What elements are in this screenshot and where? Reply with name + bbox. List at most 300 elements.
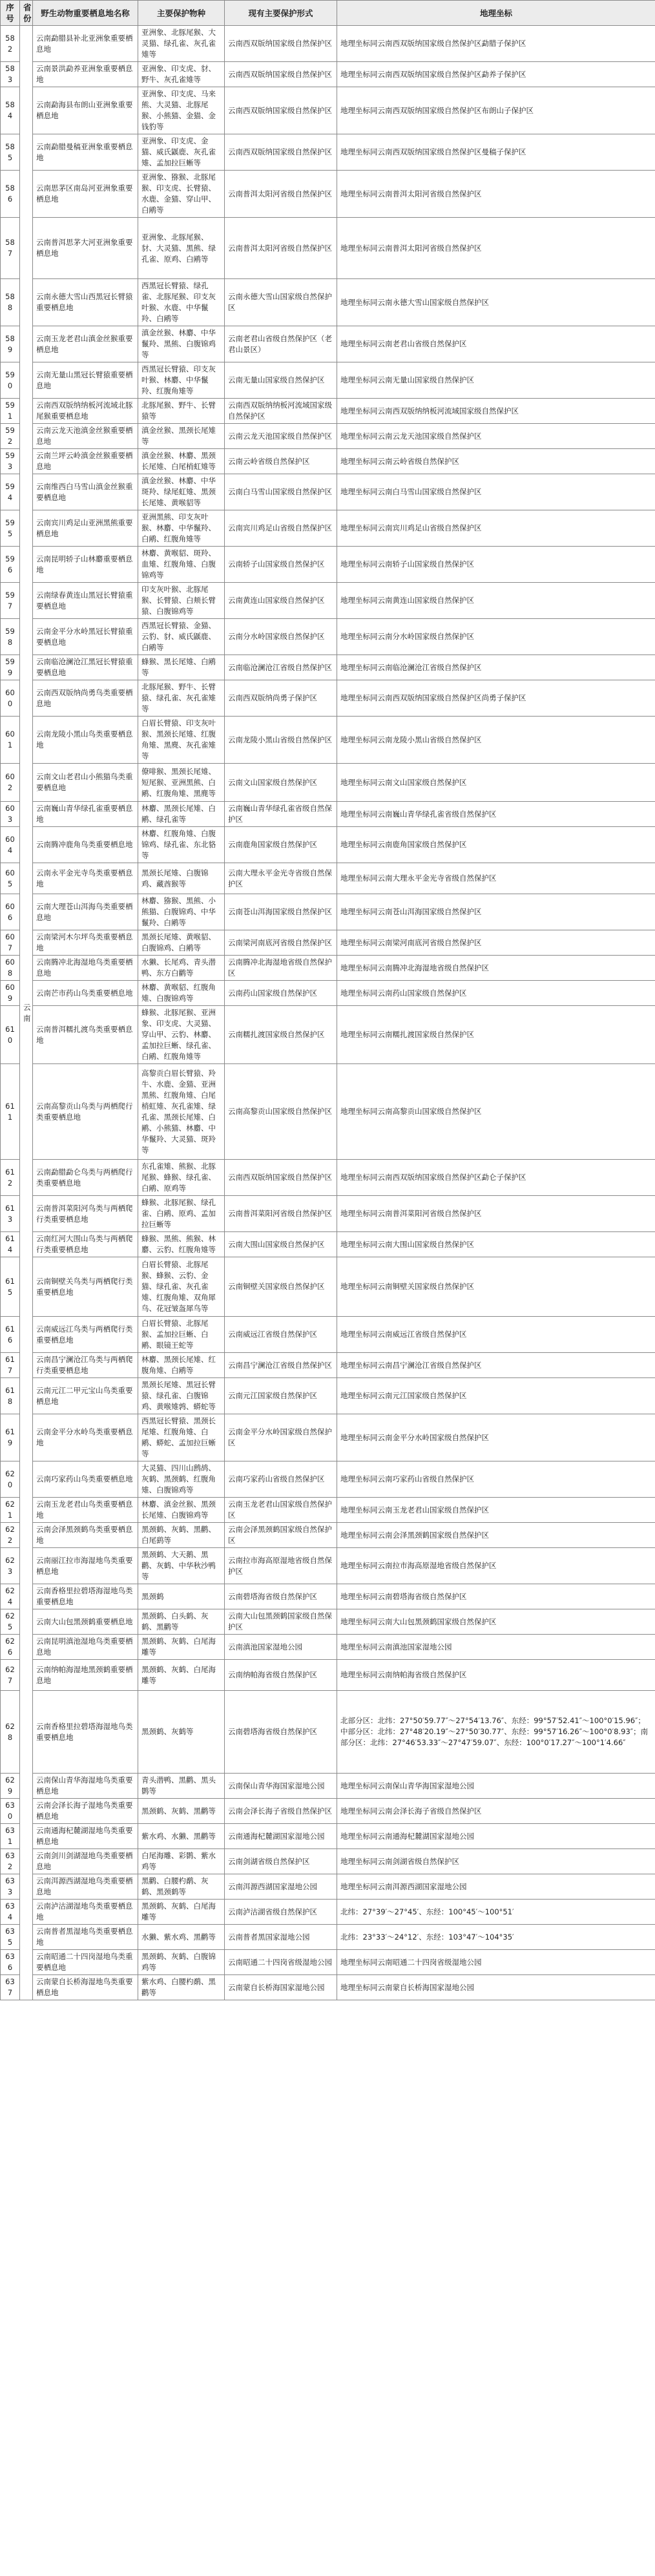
protection-form: 云南苍山洱海国家级自然保护区 bbox=[225, 894, 337, 930]
coordinates: 北纬：27°39′～27°45′、东经：100°45′～100°51′ bbox=[337, 1900, 655, 1925]
habitat-name: 云南昌宁澜沧江鸟类与两栖爬行类重要栖息地 bbox=[33, 1353, 138, 1378]
coordinates: 地理坐标同云南元江国家级自然保护区 bbox=[337, 1378, 655, 1414]
protection-form: 云南巧家药山省级自然保护区 bbox=[225, 1461, 337, 1498]
row-index: 636 bbox=[1, 1950, 20, 1975]
habitat-name: 云南威远江鸟类与两栖爬行类重要栖息地 bbox=[33, 1317, 138, 1353]
protection-form: 云南拉市海高原湿地省级自然保护区 bbox=[225, 1548, 337, 1584]
table-row bbox=[1, 26, 655, 62]
table-row bbox=[1, 1006, 655, 1064]
protection-form: 云南永德大雪山国家级自然保护区 bbox=[225, 279, 337, 326]
table-row bbox=[1, 474, 655, 510]
row-index: 595 bbox=[1, 510, 20, 547]
table-row bbox=[1, 1900, 655, 1925]
protection-form: 云南纳帕海省级自然保护区 bbox=[225, 1660, 337, 1691]
protected-species: 紫水鸡、白腰杓鹬、黑鹳等 bbox=[138, 1975, 225, 2000]
protection-form: 云南洱源西湖国家湿地公园 bbox=[225, 1874, 337, 1900]
table-row bbox=[1, 1950, 655, 1975]
table-row bbox=[1, 1414, 655, 1461]
coordinates: 地理坐标同云南拉市海高原湿地省级自然保护区 bbox=[337, 1548, 655, 1584]
row-index: 609 bbox=[1, 981, 20, 1006]
table-row bbox=[1, 827, 655, 863]
protected-species: 亚洲象、猕猴、北豚尾猴、印支虎、长臂猿、水鹿、金猫、穿山甲、白鹇等 bbox=[138, 171, 225, 218]
habitat-name: 云南景洪勐养亚洲象重要栖息地 bbox=[33, 62, 138, 87]
habitat-name: 云南昆明滇池湿地鸟类重要栖息地 bbox=[33, 1635, 138, 1660]
protected-species: 黑颈鹤、灰鹤、黑鹳、白尾鹞等 bbox=[138, 1523, 225, 1548]
table-row bbox=[1, 1609, 655, 1635]
protection-form: 云南昌宁澜沧江省级自然保护区 bbox=[225, 1353, 337, 1378]
protected-species: 水獭、紫水鸡、黑鹳等 bbox=[138, 1925, 225, 1950]
protection-form: 云南西双版纳国家级自然保护区 bbox=[225, 26, 337, 62]
habitat-name: 云南会泽黑颈鹤鸟类重要栖息地 bbox=[33, 1523, 138, 1548]
row-index: 583 bbox=[1, 62, 20, 87]
row-index: 632 bbox=[1, 1849, 20, 1874]
row-index: 590 bbox=[1, 362, 20, 399]
habitat-name: 云南香格里拉碧塔海湿地鸟类重要栖息地 bbox=[33, 1584, 138, 1609]
protection-form: 云南无量山国家级自然保护区 bbox=[225, 362, 337, 399]
protection-form: 云南云龙天池国家级自然保护区 bbox=[225, 424, 337, 449]
protection-form: 云南西双版纳国家级自然保护区 bbox=[225, 62, 337, 87]
protected-species: 林麝、黄喉貂、红腹角雉、白腹锦鸡等 bbox=[138, 981, 225, 1006]
protection-form: 云南威远江省级自然保护区 bbox=[225, 1317, 337, 1353]
row-index: 625 bbox=[1, 1609, 20, 1635]
table-row bbox=[1, 547, 655, 583]
row-index: 624 bbox=[1, 1584, 20, 1609]
coordinates: 地理坐标同云南白马雪山国家级自然保护区 bbox=[337, 474, 655, 510]
habitat-name: 云南云龙天池滇金丝猴重要栖息地 bbox=[33, 424, 138, 449]
coordinates: 地理坐标同云南大围山国家级自然保护区 bbox=[337, 1232, 655, 1257]
protection-form: 云南昭通二十四岗省级湿地公园 bbox=[225, 1950, 337, 1975]
header-coordinates: 地理坐标 bbox=[337, 1, 655, 26]
row-index: 635 bbox=[1, 1925, 20, 1950]
habitat-name: 云南宾川鸡足山亚洲黑熊重要栖息地 bbox=[33, 510, 138, 547]
row-index: 600 bbox=[1, 680, 20, 717]
coordinates: 地理坐标同云南西双版纳国家级自然保护区勐腊子保护区 bbox=[337, 26, 655, 62]
protected-species: 白尾海雕、彩鹮、紫水鸡等 bbox=[138, 1849, 225, 1874]
protected-species: 林麝、黄喉貂、斑羚、血雉、红腹角雉、白腹锦鸡等 bbox=[138, 547, 225, 583]
coordinates: 地理坐标同云南普洱太阳河省级自然保护区 bbox=[337, 171, 655, 218]
protected-species: 林麝、猕猴、黑熊、小熊猫、白腹锦鸡、中华鬣羚、白鹇等 bbox=[138, 894, 225, 930]
table-row bbox=[1, 1064, 655, 1160]
protected-species: 僚啡猴、黑颈长尾雉、短尾猴、亚洲黑熊、白鹇、红腹角雉、黑麂等 bbox=[138, 764, 225, 802]
table-row bbox=[1, 680, 655, 717]
habitat-name: 云南元江二甲元宝山鸟类重要栖息地 bbox=[33, 1378, 138, 1414]
row-index: 621 bbox=[1, 1498, 20, 1523]
protection-form: 云南大山包黑颈鹤国家级自然保护区 bbox=[225, 1609, 337, 1635]
row-index: 605 bbox=[1, 863, 20, 894]
protection-form: 云南普洱太阳河省级自然保护区 bbox=[225, 218, 337, 279]
protection-form: 云南铜壁关国家级自然保护区 bbox=[225, 1257, 337, 1317]
protected-species: 黑颈鹤、灰鹤、白腹锦鸡等 bbox=[138, 1950, 225, 1975]
coordinates: 地理坐标同云南玉龙老君山国家级自然保护区 bbox=[337, 1498, 655, 1523]
table-row bbox=[1, 1196, 655, 1232]
protection-form: 云南腾冲北海湿地省级自然保护区 bbox=[225, 956, 337, 981]
protection-form: 云南龙陵小黑山省级自然保护区 bbox=[225, 717, 337, 764]
protected-species: 蜂猴、北豚尾猴、绿孔雀、白鹇、原鸡、孟加拉巨蜥等 bbox=[138, 1196, 225, 1232]
table-row bbox=[1, 1635, 655, 1660]
habitat-name: 云南勐海县布朗山亚洲象重要栖息地 bbox=[33, 87, 138, 134]
coordinates: 地理坐标同云南永德大雪山国家级自然保护区 bbox=[337, 279, 655, 326]
protection-form: 云南黄连山国家级自然保护区 bbox=[225, 583, 337, 619]
table-row bbox=[1, 930, 655, 956]
row-index: 623 bbox=[1, 1548, 20, 1584]
table-row bbox=[1, 1317, 655, 1353]
protected-species: 林麝、黑颈长尾雉、白鹇、绿孔雀等 bbox=[138, 802, 225, 827]
header-protected-species: 主要保护物种 bbox=[138, 1, 225, 26]
coordinates: 地理坐标同云南分水岭国家级自然保护区 bbox=[337, 619, 655, 655]
protected-species: 印支灰叶猴、北豚尾猴、长臂猿、白颊长臂猿、白腹锦鸡等 bbox=[138, 583, 225, 619]
protection-form: 云南碧塔海省级自然保护区 bbox=[225, 1584, 337, 1609]
coordinates: 地理坐标同云南洱源西湖国家湿地公园 bbox=[337, 1874, 655, 1900]
protection-form: 云南糯扎渡国家级自然保护区 bbox=[225, 1006, 337, 1064]
coordinates: 地理坐标同云南会泽长海子省级自然保护区 bbox=[337, 1799, 655, 1824]
coordinates: 地理坐标同云南梁河南底河省级自然保护区 bbox=[337, 930, 655, 956]
row-index: 617 bbox=[1, 1353, 20, 1378]
row-index: 593 bbox=[1, 449, 20, 474]
protection-form: 云南分水岭国家级自然保护区 bbox=[225, 619, 337, 655]
protection-form: 云南碧塔海省级自然保护区 bbox=[225, 1691, 337, 1774]
row-index: 584 bbox=[1, 87, 20, 134]
table-body bbox=[1, 26, 655, 2000]
protection-form: 云南高黎贡山国家级自然保护区 bbox=[225, 1064, 337, 1160]
coordinates: 地理坐标同云南高黎贡山国家级自然保护区 bbox=[337, 1064, 655, 1160]
table-row bbox=[1, 362, 655, 399]
coordinates: 地理坐标同云南老君山省级自然保护区 bbox=[337, 326, 655, 362]
row-index: 591 bbox=[1, 399, 20, 424]
protection-form: 云南通海杞麓湖国家湿地公园 bbox=[225, 1824, 337, 1849]
protection-form: 云南保山青华海国家湿地公园 bbox=[225, 1774, 337, 1799]
protection-form: 云南西双版纳尚勇子保护区 bbox=[225, 680, 337, 717]
table-row bbox=[1, 956, 655, 981]
protection-form: 云南普者黑国家湿地公园 bbox=[225, 1925, 337, 1950]
table-row bbox=[1, 1874, 655, 1900]
habitat-name: 云南保山青华海湿地鸟类重要栖息地 bbox=[33, 1774, 138, 1799]
coordinates: 地理坐标同云南通海杞麓湖国家湿地公园 bbox=[337, 1824, 655, 1849]
row-index: 601 bbox=[1, 717, 20, 764]
coordinates: 地理坐标同云南无量山国家级自然保护区 bbox=[337, 362, 655, 399]
habitat-name: 云南腾冲鹿角鸟类重要栖息地 bbox=[33, 827, 138, 863]
table-row bbox=[1, 1691, 655, 1774]
habitat-name: 云南西双版纳纳板河流域北豚尾猴重要栖息地 bbox=[33, 399, 138, 424]
header-province: 省份 bbox=[20, 1, 33, 26]
habitat-name: 云南昆明轿子山林麝重要栖息地 bbox=[33, 547, 138, 583]
coordinates: 地理坐标同云南大山包黑颈鹤国家级自然保护区 bbox=[337, 1609, 655, 1635]
table-row bbox=[1, 1799, 655, 1824]
row-index: 637 bbox=[1, 1975, 20, 2000]
protection-form: 云南老君山省级自然保护区（老君山景区） bbox=[225, 326, 337, 362]
table-row bbox=[1, 717, 655, 764]
protected-species: 滇金丝猴、黑颈长尾雉等 bbox=[138, 424, 225, 449]
protected-species: 白眉长臂猿、北豚尾猴、孟加拉巨蜥、白鹇、眼镜王蛇等 bbox=[138, 1317, 225, 1353]
row-index: 613 bbox=[1, 1196, 20, 1232]
row-index: 597 bbox=[1, 583, 20, 619]
protected-species: 滇金丝猴、林麝、黑颈长尾雉、白尾梢虹雉等 bbox=[138, 449, 225, 474]
coordinates: 地理坐标同云南昭通二十四岗省级湿地公园 bbox=[337, 1950, 655, 1975]
coordinates: 地理坐标同云南轿子山国家级自然保护区 bbox=[337, 547, 655, 583]
protected-species: 黑颈鹤、灰鹤等 bbox=[138, 1691, 225, 1774]
habitat-name: 云南纳帕海湿地黑颈鹤重要栖息地 bbox=[33, 1660, 138, 1691]
table-row bbox=[1, 1160, 655, 1196]
protection-form: 云南西双版纳国家级自然保护区 bbox=[225, 1160, 337, 1196]
row-index: 619 bbox=[1, 1414, 20, 1461]
coordinates: 地理坐标同云南云岭省级自然保护区 bbox=[337, 449, 655, 474]
coordinates: 地理坐标同云南大理永平金光寺省级自然保护区 bbox=[337, 863, 655, 894]
row-index: 629 bbox=[1, 1774, 20, 1799]
coordinates: 地理坐标同云南鹿角国家级自然保护区 bbox=[337, 827, 655, 863]
coordinates: 地理坐标同云南临沧澜沧江省级自然保护区 bbox=[337, 655, 655, 680]
protection-form: 云南西双版纳纳板河流域国家级自然保护区 bbox=[225, 399, 337, 424]
protection-form: 云南大理永平金光寺省级自然保护区 bbox=[225, 863, 337, 894]
habitat-name: 云南腾冲北海湿地鸟类重要栖息地 bbox=[33, 956, 138, 981]
coordinates: 地理坐标同云南纳帕海省级自然保护区 bbox=[337, 1660, 655, 1691]
habitat-name: 云南丽江拉市海湿地鸟类重要栖息地 bbox=[33, 1548, 138, 1584]
protected-species: 黑鹳、白腰杓鹬、灰鹤、黑颈鹤等 bbox=[138, 1874, 225, 1900]
protected-species: 黑颈长尾雉、白腹锦鸡、藏酋猴等 bbox=[138, 863, 225, 894]
row-index: 596 bbox=[1, 547, 20, 583]
coordinates: 地理坐标同云南龙陵小黑山省级自然保护区 bbox=[337, 717, 655, 764]
protection-form: 云南普洱太阳河省级自然保护区 bbox=[225, 171, 337, 218]
row-index: 608 bbox=[1, 956, 20, 981]
table-row bbox=[1, 1378, 655, 1414]
row-index: 616 bbox=[1, 1317, 20, 1353]
protected-species: 林麝、滇金丝猴、黑颈长尾雉、白腹锦鸡等 bbox=[138, 1498, 225, 1523]
habitat-name: 云南临沧澜沧江黑冠长臂猿重要栖息地 bbox=[33, 655, 138, 680]
habitat-name: 云南西双版纳尚勇鸟类重要栖息地 bbox=[33, 680, 138, 717]
coordinates: 地理坐标同云南文山国家级自然保护区 bbox=[337, 764, 655, 802]
table-row bbox=[1, 655, 655, 680]
protection-form: 云南云岭省级自然保护区 bbox=[225, 449, 337, 474]
row-index: 582 bbox=[1, 26, 20, 62]
protected-species: 青头潜鸭、黑鹳、黑头鹮等 bbox=[138, 1774, 225, 1799]
protected-species: 亚洲象、北豚尾猴、大灵猫、绿孔雀、灰孔雀雉等 bbox=[138, 26, 225, 62]
habitat-name: 云南维西白马雪山滇金丝猴重要栖息地 bbox=[33, 474, 138, 510]
table-row bbox=[1, 399, 655, 424]
table-row bbox=[1, 894, 655, 930]
protection-form: 云南大围山国家级自然保护区 bbox=[225, 1232, 337, 1257]
protection-form: 云南梁河南底河省级自然保护区 bbox=[225, 930, 337, 956]
habitat-name: 云南巍山青华绿孔雀重要栖息地 bbox=[33, 802, 138, 827]
protection-form: 云南临沧澜沧江省级自然保护区 bbox=[225, 655, 337, 680]
row-index: 611 bbox=[1, 1064, 20, 1160]
protected-species: 黑颈鹤 bbox=[138, 1584, 225, 1609]
coordinates: 地理坐标同云南昌宁澜沧江省级自然保护区 bbox=[337, 1353, 655, 1378]
protected-species: 西黑冠长臂猿、绿孔雀、北豚尾猴、印支灰叶猴、水鹿、中华鬣羚、白鹇等 bbox=[138, 279, 225, 326]
coordinates: 地理坐标同云南碧塔海省级自然保护区 bbox=[337, 1584, 655, 1609]
protected-species: 黑颈长尾雉、黑冠长臂猿、绿孔雀、白腹锦鸡、黄喉雉鹑、蟒蛇等 bbox=[138, 1378, 225, 1414]
table-row bbox=[1, 326, 655, 362]
protection-form: 云南会泽长海子省级自然保护区 bbox=[225, 1799, 337, 1824]
habitat-name: 云南昭通二十四岗湿地鸟类重要栖息地 bbox=[33, 1950, 138, 1975]
coordinates: 地理坐标同云南普洱太阳河省级自然保护区 bbox=[337, 218, 655, 279]
protected-species: 西黑冠长臂猿、印支灰叶猴、林麝、中华鬣羚、红腹角雉等 bbox=[138, 362, 225, 399]
coordinates: 地理坐标同云南铜壁关国家级自然保护区 bbox=[337, 1257, 655, 1317]
table-row bbox=[1, 1660, 655, 1691]
row-index: 607 bbox=[1, 930, 20, 956]
protected-species: 黑颈长尾雉、黄喉貂、白腹锦鸡、白鹇等 bbox=[138, 930, 225, 956]
protection-form: 云南玉龙老君山国家级自然保护区 bbox=[225, 1498, 337, 1523]
protected-species: 北豚尾猴、野牛、长臂猿、绿孔雀、灰孔雀雉等 bbox=[138, 680, 225, 717]
table-row bbox=[1, 583, 655, 619]
coordinates: 地理坐标同云南剑湖省级自然保护区 bbox=[337, 1849, 655, 1874]
table-row bbox=[1, 62, 655, 87]
table-row bbox=[1, 510, 655, 547]
row-index: 585 bbox=[1, 134, 20, 171]
protection-form: 云南泸沽湖省级自然保护区 bbox=[225, 1900, 337, 1925]
habitat-name: 云南通海杞麓湖湿地鸟类重要栖息地 bbox=[33, 1824, 138, 1849]
table-row bbox=[1, 863, 655, 894]
habitat-name: 云南普洱糯扎渡鸟类重要栖息地 bbox=[33, 1006, 138, 1064]
habitat-name: 云南文山老君山小熊猫鸟类重要栖息地 bbox=[33, 764, 138, 802]
protection-form: 云南宾川鸡足山省级自然保护区 bbox=[225, 510, 337, 547]
coordinates: 地理坐标同云南宾川鸡足山省级自然保护区 bbox=[337, 510, 655, 547]
row-index: 631 bbox=[1, 1824, 20, 1849]
row-index: 599 bbox=[1, 655, 20, 680]
table-row bbox=[1, 1353, 655, 1378]
row-index: 612 bbox=[1, 1160, 20, 1196]
protection-form: 云南文山国家级自然保护区 bbox=[225, 764, 337, 802]
table-row bbox=[1, 802, 655, 827]
row-index: 634 bbox=[1, 1900, 20, 1925]
protection-form: 云南药山国家级自然保护区 bbox=[225, 981, 337, 1006]
table-header-row bbox=[1, 1, 655, 26]
coordinates: 地理坐标同云南保山青华海国家湿地公园 bbox=[337, 1774, 655, 1799]
protection-form: 云南蒙自长桥海国家湿地公园 bbox=[225, 1975, 337, 2000]
protected-species: 北豚尾猴、野牛、长臂猿等 bbox=[138, 399, 225, 424]
coordinates: 北纬：23°33′～24°12′、东经：103°47′～104°35′ bbox=[337, 1925, 655, 1950]
habitat-name: 云南勐腊县补北亚洲象重要栖息地 bbox=[33, 26, 138, 62]
row-index: 633 bbox=[1, 1874, 20, 1900]
row-index: 598 bbox=[1, 619, 20, 655]
table-row bbox=[1, 87, 655, 134]
table-row bbox=[1, 218, 655, 279]
protection-form: 云南剑湖省级自然保护区 bbox=[225, 1849, 337, 1874]
coordinates: 地理坐标同云南西双版纳国家级自然保护区布朗山子保护区 bbox=[337, 87, 655, 134]
habitat-name: 云南玉龙老君山滇金丝猴重要栖息地 bbox=[33, 326, 138, 362]
habitat-name: 云南绿春黄连山黑冠长臂猿重要栖息地 bbox=[33, 583, 138, 619]
habitat-name: 云南高黎贡山鸟类与两栖爬行类重要栖息地 bbox=[33, 1064, 138, 1160]
protected-species: 东孔雀雉、熊猴、北豚尾猴、蜂猴、绿孔雀、白鹇、原鸡等 bbox=[138, 1160, 225, 1196]
protected-species: 亚洲象、印支虎、豺、野牛、灰孔雀雉等 bbox=[138, 62, 225, 87]
table-row bbox=[1, 1925, 655, 1950]
protected-species: 黑颈鹤、白头鹤、灰鹤、黑鹳等 bbox=[138, 1609, 225, 1635]
row-index: 587 bbox=[1, 218, 20, 279]
habitat-name: 云南兰坪云岭滇金丝猴重要栖息地 bbox=[33, 449, 138, 474]
coordinates: 地理坐标同云南西双版纳国家级自然保护区勐仑子保护区 bbox=[337, 1160, 655, 1196]
protected-species: 西黑冠长臂猿、金猫、云豹、豺、威氏鼷鹿、白鹇等 bbox=[138, 619, 225, 655]
protection-form: 云南白马雪山国家级自然保护区 bbox=[225, 474, 337, 510]
habitat-name: 云南龙陵小黑山鸟类重要栖息地 bbox=[33, 717, 138, 764]
coordinates: 地理坐标同云南西双版纳国家级自然保护区尚勇子保护区 bbox=[337, 680, 655, 717]
header-protection-form: 现有主要保护形式 bbox=[225, 1, 337, 26]
table-row bbox=[1, 1774, 655, 1799]
row-index: 592 bbox=[1, 424, 20, 449]
habitat-name: 云南大山包黑颈鹤重要栖息地 bbox=[33, 1609, 138, 1635]
protected-species: 蜂猴、黑长尾雉、白鹇等 bbox=[138, 655, 225, 680]
habitat-name: 云南铜壁关鸟类与两栖爬行类重要栖息地 bbox=[33, 1257, 138, 1317]
protected-species: 白眉长臂猿、北豚尾猴、蜂猴、云豹、金猫、绿孔雀、灰孔雀雉、红腹角雉、双角犀鸟、花冠皱盔犀鸟等 bbox=[138, 1257, 225, 1317]
coordinates: 地理坐标同云南滇池国家湿地公园 bbox=[337, 1635, 655, 1660]
coordinates: 地理坐标同云南黄连山国家级自然保护区 bbox=[337, 583, 655, 619]
protection-form: 云南西双版纳国家级自然保护区 bbox=[225, 134, 337, 171]
protected-species: 高黎贡白眉长臂猿、羚牛、水鹿、金猫、亚洲黑熊、红腹角雉、白尾梢虹雉、灰孔雀雉、绿孔雀、黑颈长尾雉、白鹇、小熊猫、林麝、中华鬣羚、大灵猫、斑羚等 bbox=[138, 1064, 225, 1160]
table-row bbox=[1, 134, 655, 171]
habitat-name: 云南永平金光寺鸟类重要栖息地 bbox=[33, 863, 138, 894]
row-index: 586 bbox=[1, 171, 20, 218]
table-row bbox=[1, 1548, 655, 1584]
protection-form: 云南会泽黑颈鹤国家级自然保护区 bbox=[225, 1523, 337, 1548]
habitat-name: 云南会泽长海子湿地鸟类重要栖息地 bbox=[33, 1799, 138, 1824]
coordinates: 地理坐标同云南腾冲北海湿地省级自然保护区 bbox=[337, 956, 655, 981]
protected-species: 黑颈鹤、灰鹤、白尾海雕等 bbox=[138, 1635, 225, 1660]
table-row bbox=[1, 1498, 655, 1523]
row-index: 626 bbox=[1, 1635, 20, 1660]
row-index: 628 bbox=[1, 1691, 20, 1774]
protection-form: 云南滇池国家湿地公园 bbox=[225, 1635, 337, 1660]
habitat-name: 云南永德大雪山西黑冠长臂猿重要栖息地 bbox=[33, 279, 138, 326]
coordinates: 地理坐标同云南糯扎渡国家级自然保护区 bbox=[337, 1006, 655, 1064]
header-habitat-name: 野生动物重要栖息地名称 bbox=[33, 1, 138, 26]
protection-form: 云南轿子山国家级自然保护区 bbox=[225, 547, 337, 583]
row-index: 610 bbox=[1, 1006, 20, 1064]
row-index: 594 bbox=[1, 474, 20, 510]
row-index: 604 bbox=[1, 827, 20, 863]
coordinates: 地理坐标同云南巍山青华绿孔雀省级自然保护区 bbox=[337, 802, 655, 827]
protected-species: 亚洲象、印支虎、马来熊、大灵猫、北豚尾猴、小熊猫、金猫、金钱豹等 bbox=[138, 87, 225, 134]
habitat-name: 云南金平分水岭鸟类重要栖息地 bbox=[33, 1414, 138, 1461]
row-index: 622 bbox=[1, 1523, 20, 1548]
protection-form: 云南普洱菜阳河省级自然保护区 bbox=[225, 1196, 337, 1232]
protection-form: 云南金平分水岭国家级自然保护区 bbox=[225, 1414, 337, 1461]
protected-species: 大灵猫、四川山鹧鸪、灰鹤、黑颈鹤、红腹角雉、白腹锦鸡等 bbox=[138, 1461, 225, 1498]
habitat-name: 云南红河大围山鸟类与两栖爬行类重要栖息地 bbox=[33, 1232, 138, 1257]
protected-species: 黑颈鹤、灰鹤、黑鹳等 bbox=[138, 1799, 225, 1824]
protected-species: 水獭、长尾鸡、青头潜鸭、东方白鹳等 bbox=[138, 956, 225, 981]
protection-form: 云南西双版纳国家级自然保护区 bbox=[225, 87, 337, 134]
coordinates: 地理坐标同云南威远江省级自然保护区 bbox=[337, 1317, 655, 1353]
table-row bbox=[1, 1461, 655, 1498]
habitat-name: 云南无量山黑冠长臂猿重要栖息地 bbox=[33, 362, 138, 399]
row-index: 588 bbox=[1, 279, 20, 326]
table-row bbox=[1, 619, 655, 655]
habitat-name: 云南勐腊曼稿亚洲象重要栖息地 bbox=[33, 134, 138, 171]
habitat-name: 云南蒙自长桥海湿地鸟类重要栖息地 bbox=[33, 1975, 138, 2000]
protected-species: 紫水鸡、水獭、黑鹳等 bbox=[138, 1824, 225, 1849]
protected-species: 滇金丝猴、林麝、中华鬣羚、黑熊、白腹锦鸡等 bbox=[138, 326, 225, 362]
coordinates: 地理坐标同云南西双版纳国家级自然保护区曼稿子保护区 bbox=[337, 134, 655, 171]
table-row bbox=[1, 1584, 655, 1609]
row-index: 606 bbox=[1, 894, 20, 930]
habitat-name: 云南普洱菜阳河鸟类与两栖爬行类重要栖息地 bbox=[33, 1196, 138, 1232]
table-row bbox=[1, 424, 655, 449]
habitat-name: 云南勐腊勐仑鸟类与两栖爬行类重要栖息地 bbox=[33, 1160, 138, 1196]
coordinates: 地理坐标同云南云龙天池国家级自然保护区 bbox=[337, 424, 655, 449]
province-cell: 云南 bbox=[20, 26, 33, 2000]
row-index: 614 bbox=[1, 1232, 20, 1257]
coordinates: 地理坐标同云南苍山洱海国家级自然保护区 bbox=[337, 894, 655, 930]
row-index: 620 bbox=[1, 1461, 20, 1498]
habitat-name: 云南玉龙老君山鸟类重要栖息地 bbox=[33, 1498, 138, 1523]
habitat-name: 云南普洱思茅大河亚洲象重要栖息地 bbox=[33, 218, 138, 279]
row-index: 602 bbox=[1, 764, 20, 802]
habitat-name: 云南洱源西湖湿地鸟类重要栖息地 bbox=[33, 1874, 138, 1900]
table-row bbox=[1, 1849, 655, 1874]
coordinates: 地理坐标同云南蒙自长桥海国家湿地公园 bbox=[337, 1975, 655, 2000]
protected-species: 亚洲黑熊、印支灰叶猴、林麝、中华鬣羚、白鹇、红腹角雉等 bbox=[138, 510, 225, 547]
habitat-name: 云南剑川剑湖湿地鸟类重要栖息地 bbox=[33, 1849, 138, 1874]
coordinates: 地理坐标同云南金平分水岭国家级自然保护区 bbox=[337, 1414, 655, 1461]
table-row bbox=[1, 764, 655, 802]
table-row bbox=[1, 449, 655, 474]
table-row bbox=[1, 1232, 655, 1257]
